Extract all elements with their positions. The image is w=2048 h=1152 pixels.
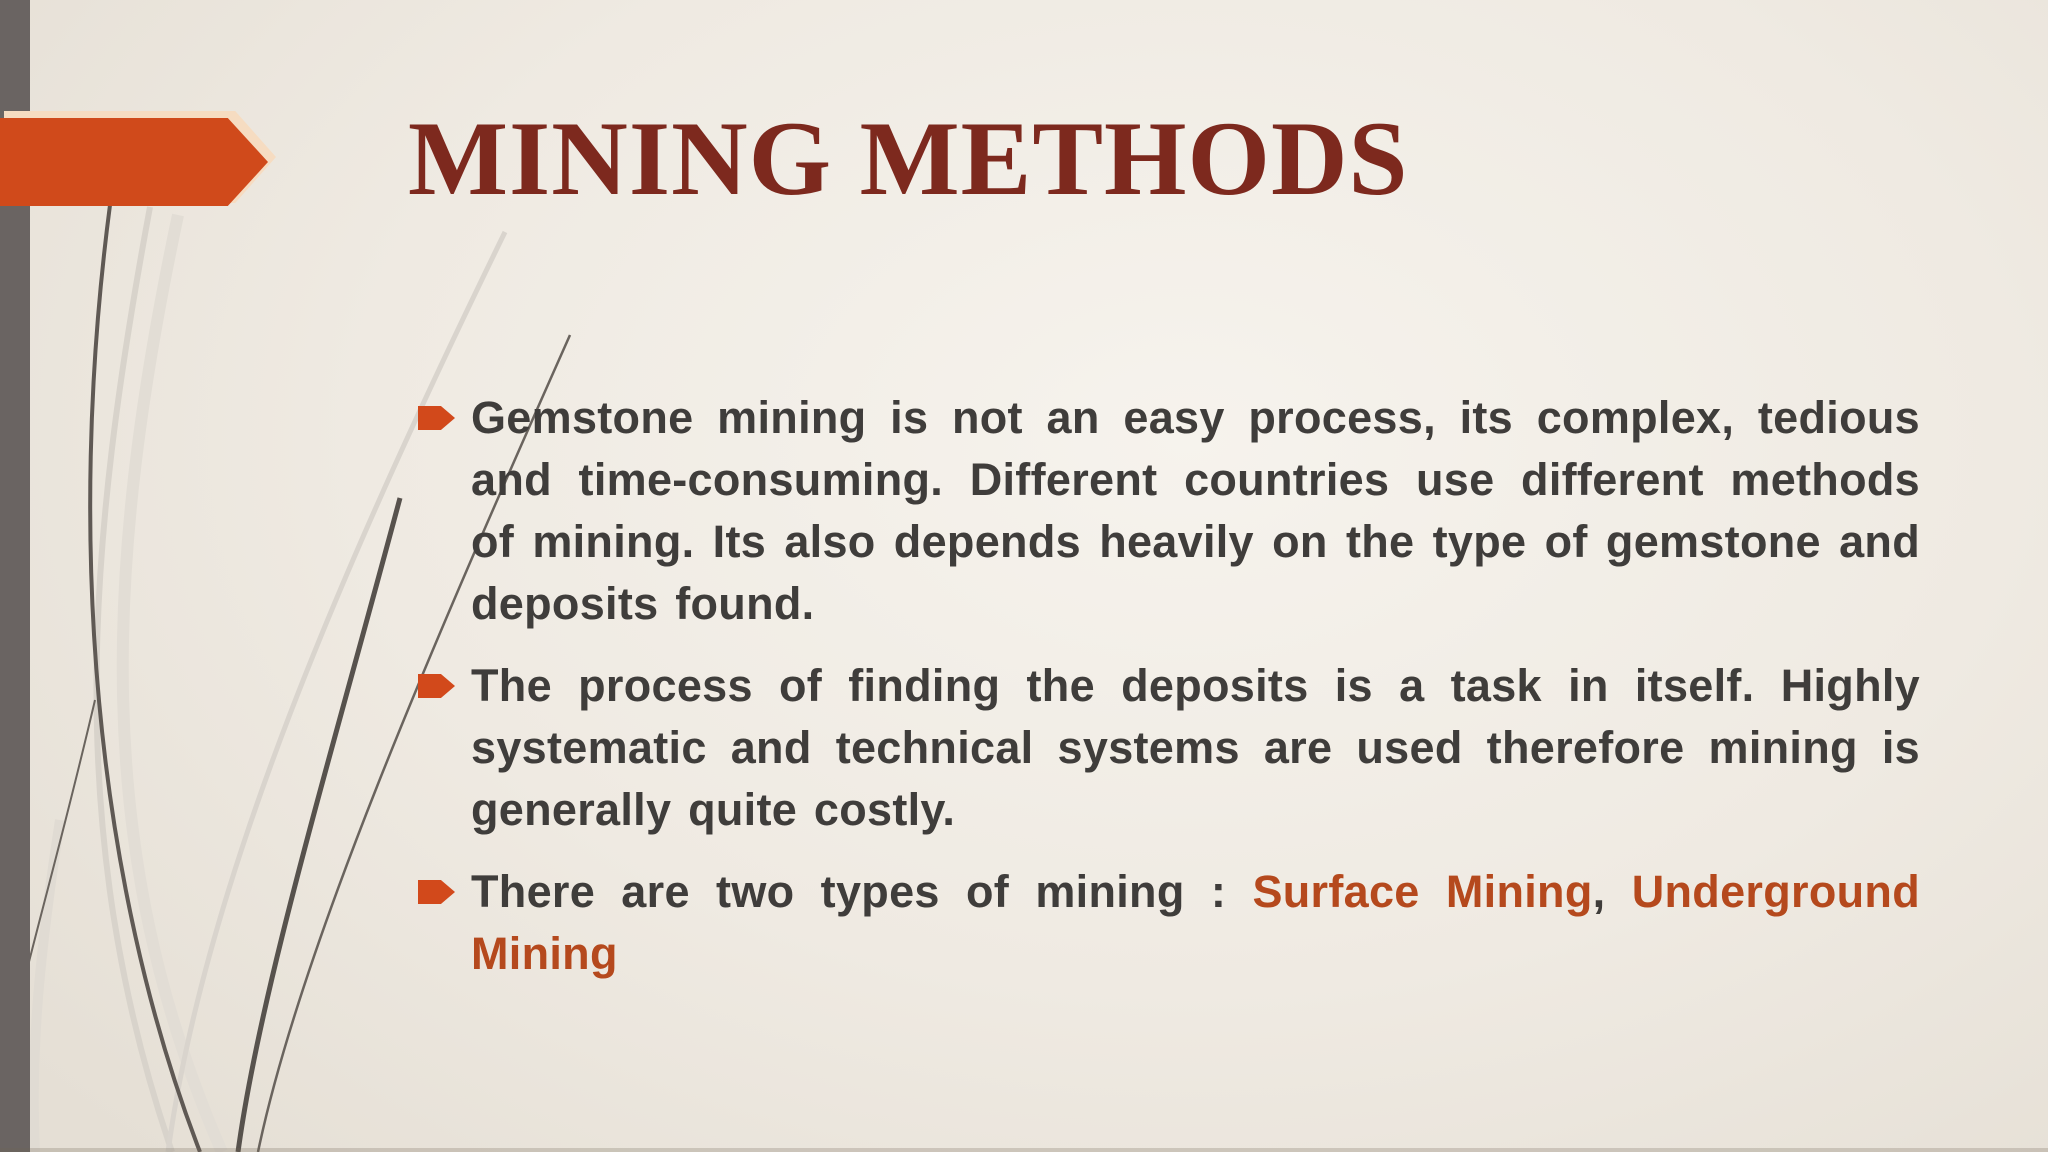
- bullet-text-segment: There are two types of mining :: [471, 866, 1253, 917]
- bullet-text: The process of finding the deposits is a task in itself. Highly systematic and technical systems are used therefore mining is generally quite costly.: [471, 660, 1920, 835]
- slide-bottom-edge: [0, 1148, 2048, 1152]
- bullet-item: [418, 387, 1920, 635]
- banner-arrow-shape: [0, 118, 268, 206]
- bullet-arrow-icon: [418, 406, 455, 430]
- bullet-text: [471, 861, 1920, 985]
- bullet-text-segment-surface-mining: Surface Mining: [1252, 866, 1593, 917]
- bullet-arrow-icon: [418, 674, 455, 698]
- bullet-item: [418, 655, 1920, 841]
- bullet-text-segment: ,: [1592, 866, 1632, 917]
- bullet-text-segment-underground-mining: Underground Mining: [471, 866, 1920, 979]
- bullet-arrow-icon: [418, 880, 455, 904]
- title-arrow-banner: [0, 111, 276, 207]
- slide-title: MINING METHODS: [408, 100, 1409, 217]
- bullet-item: [418, 861, 1920, 985]
- bullet-text: Gemstone mining is not an easy process, its complex, tedious and time-consuming. Different countries use different methods of mining. Its also depends heavily on the type of gemstone and deposits found.: [471, 392, 1920, 629]
- bullet-list: [418, 387, 1920, 1005]
